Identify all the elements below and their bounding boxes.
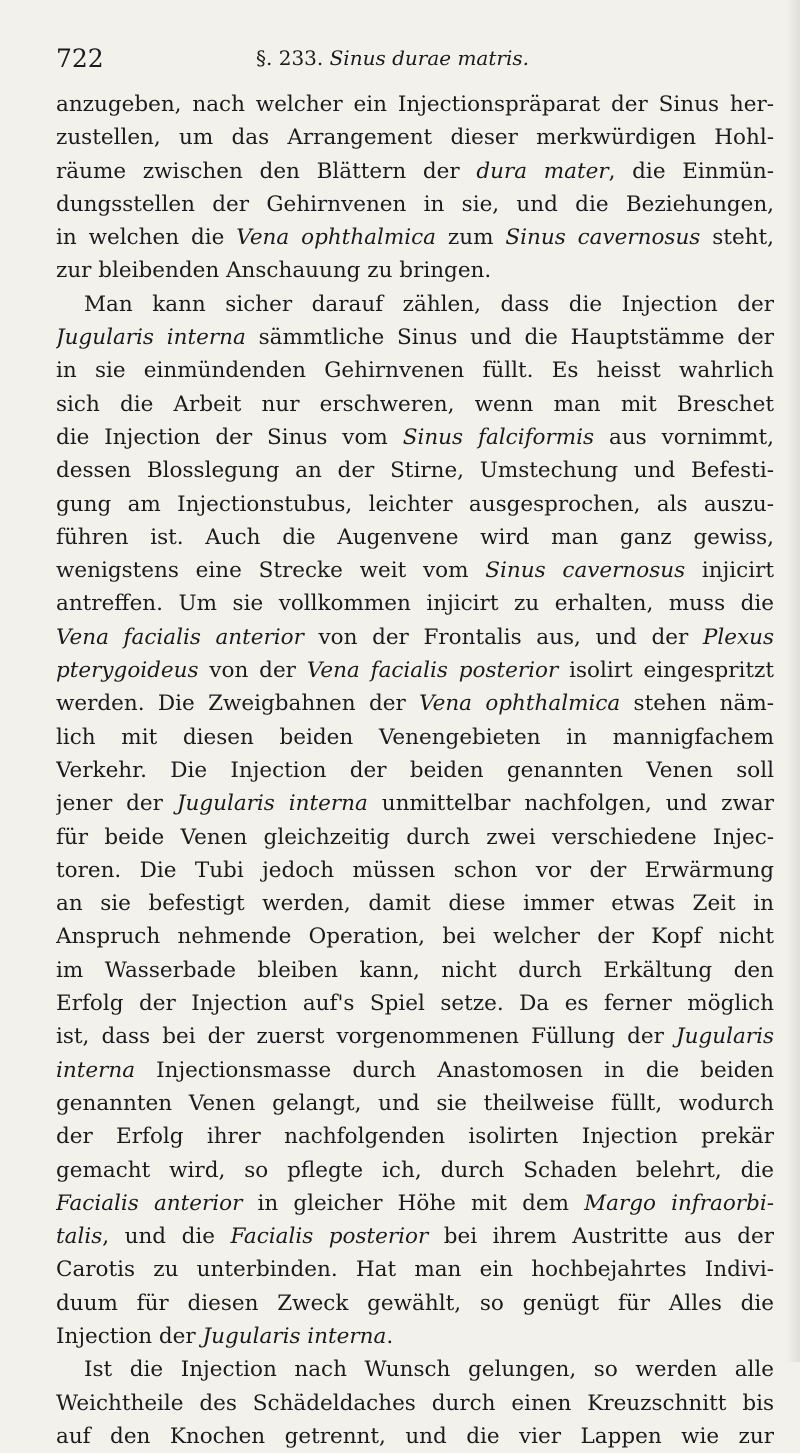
italic-term: Vena ophthalmica — [236, 225, 436, 251]
text-line — [56, 1087, 774, 1120]
text-line — [56, 987, 774, 1020]
section-number: §. 233. — [256, 46, 324, 70]
text-line — [56, 854, 774, 887]
text-segment: im Wasserbade bleiben kann, nicht durch Erkältung den — [56, 957, 774, 983]
page-header — [56, 44, 756, 74]
text-segment: sich die Arbeit nur erschweren, wenn man mit Breschet — [56, 391, 774, 417]
text-segment: Weichtheile des Schädeldaches durch einen Kreuzschnitt bis — [56, 1390, 774, 1416]
italic-term: interna — [56, 1057, 136, 1083]
text-segment: Carotis zu unterbinden. Hat man ein hochbejahrtes Indivi- — [56, 1257, 774, 1283]
text-line — [56, 821, 774, 854]
text-line — [56, 488, 774, 521]
text-segment: Verkehr. Die Injection der beiden genannten Venen soll — [56, 757, 774, 783]
text-segment: aus vornimmt, — [594, 424, 774, 450]
text-segment: von der — [198, 658, 307, 684]
text-line — [56, 887, 774, 920]
text-segment: injicirt — [685, 558, 774, 584]
italic-term: Jugularis interna — [202, 1323, 387, 1349]
text-segment: toren. Die Tubi jedoch müssen schon vor der Erwärmung — [56, 857, 774, 883]
text-line — [56, 88, 774, 121]
italic-term: Margo infraorbi- — [584, 1190, 774, 1216]
text-segment: in welchen die — [56, 225, 237, 251]
text-line — [56, 1387, 774, 1420]
text-line — [56, 221, 774, 254]
running-head — [256, 46, 529, 70]
text-line — [56, 1320, 774, 1353]
text-segment: wenigstens eine Strecke weit vom — [56, 558, 486, 584]
page-number: 722 — [56, 44, 104, 73]
text-line — [56, 188, 774, 221]
text-segment: in sie einmündenden Gehirnvenen füllt. Es heisst wahrlich — [56, 358, 774, 384]
text-line — [56, 1420, 774, 1453]
text-segment: unmittelbar nachfolgen, und zwar — [367, 791, 774, 817]
text-segment: auf den Knochen getrennt, und die vier Lappen wie zur — [56, 1423, 774, 1449]
text-segment: , die Einmün- — [608, 158, 774, 184]
text-segment: gung am Injectionstubus, leichter ausgesprochen, als auszu- — [56, 491, 774, 517]
text-line — [56, 654, 774, 687]
text-segment: Ist die Injection nach Wunsch gelungen, so werden alle — [84, 1357, 774, 1383]
text-segment: duum für diesen Zweck gewählt, so genügt für Alles die — [56, 1290, 774, 1316]
text-line — [56, 388, 774, 421]
text-line — [56, 521, 774, 554]
italic-term: Jugularis interna — [56, 325, 246, 351]
text-segment: Anspruch nehmende Operation, bei welcher der Kopf nicht — [56, 924, 774, 950]
text-segment: lich mit diesen beiden Venengebieten in mannigfachem — [56, 724, 774, 750]
text-line — [56, 687, 774, 720]
text-line — [56, 554, 774, 587]
text-line — [56, 1287, 774, 1320]
text-segment: an sie befestigt werden, damit diese immer etwas Zeit in — [56, 891, 774, 917]
text-segment: Injection der — [56, 1323, 203, 1349]
text-line — [56, 1253, 774, 1286]
text-segment: die Injection der Sinus vom — [56, 424, 403, 450]
italic-term: Vena facialis posterior — [306, 658, 559, 684]
text-line — [56, 121, 774, 154]
text-line — [56, 1120, 774, 1153]
text-segment: zustellen, um das Arrangement dieser merkwürdigen Hohl- — [56, 125, 774, 151]
text-segment: isolirt eingespritzt — [558, 658, 774, 684]
text-line — [56, 1054, 774, 1087]
italic-term: talis — [56, 1224, 103, 1250]
italic-term: Facialis posterior — [230, 1224, 429, 1250]
text-line — [56, 954, 774, 987]
text-segment: der Erfolg ihrer nachfolgenden isolirten Injection prekär — [56, 1124, 774, 1150]
text-segment: , und die — [102, 1224, 231, 1250]
text-segment: genannten Venen gelangt, und sie theilweise füllt, wodurch — [56, 1090, 774, 1116]
text-line — [56, 421, 774, 454]
text-segment: stehen näm- — [620, 691, 774, 717]
italic-term: Facialis anterior — [56, 1190, 243, 1216]
italic-term: Sinus cavernosus — [485, 558, 686, 584]
text-line — [56, 621, 774, 654]
text-segment: anzugeben, nach welcher ein Injectionspräparat der Sinus her- — [56, 92, 774, 117]
text-line — [56, 354, 774, 387]
text-line — [56, 1187, 774, 1220]
text-line — [56, 1020, 774, 1053]
italic-term: Vena ophthalmica — [419, 691, 621, 717]
text-segment: zum — [436, 225, 506, 251]
text-line — [56, 454, 774, 487]
text-line — [56, 587, 774, 620]
text-line — [56, 288, 774, 321]
text-segment: von der Frontalis aus, und der — [303, 624, 703, 650]
text-segment: jener der — [56, 791, 177, 817]
text-line — [56, 1154, 774, 1187]
text-segment: Erfolg der Injection auf's Spiel setze. Da es ferner möglich — [56, 991, 774, 1017]
text-segment: in gleicher Höhe mit dem — [242, 1190, 585, 1216]
text-segment: Injectionsmasse durch Anastomosen in die beiden — [135, 1057, 774, 1083]
text-segment: führen ist. Auch die Augenvene wird man ganz gewiss, — [56, 524, 774, 550]
text-segment: antreffen. Um sie vollkommen injicirt zu erhalten, muss die — [56, 591, 774, 617]
page-edge-shadow — [786, 0, 800, 1362]
text-segment: bei ihrem Austritte aus der — [428, 1224, 774, 1250]
italic-term: pterygoideus — [56, 658, 199, 684]
text-segment: . — [386, 1323, 394, 1349]
italic-term: Sinus falciformis — [402, 424, 595, 450]
text-segment: werden. Die Zweigbahnen der — [56, 691, 420, 717]
section-title: Sinus durae matris. — [329, 46, 529, 70]
italic-term: Plexus — [702, 624, 774, 650]
text-line — [56, 754, 774, 787]
text-line — [56, 1353, 774, 1386]
text-segment: dessen Blosslegung an der Stirne, Umstechung und Befesti- — [56, 458, 774, 484]
text-segment: sämmtliche Sinus und die Hauptstämme der — [245, 325, 774, 351]
italic-term: Jugularis interna — [176, 791, 368, 817]
italic-term: Sinus cavernosus — [505, 225, 701, 251]
text-line — [56, 787, 774, 820]
text-segment: steht, — [700, 225, 774, 251]
italic-term: dura mater — [476, 158, 609, 184]
text-segment: dungsstellen der Gehirnvenen in sie, und die Beziehungen, — [56, 191, 774, 217]
text-line — [56, 920, 774, 953]
text-segment: für beide Venen gleichzeitig durch zwei verschiedene Injec- — [56, 824, 774, 850]
text-line — [56, 155, 774, 188]
text-segment: zur bleibenden Anschauung zu bringen. — [56, 258, 492, 284]
text-line — [56, 321, 774, 354]
text-line — [56, 1220, 774, 1253]
italic-term: Vena facialis anterior — [56, 624, 304, 650]
text-line — [56, 254, 774, 287]
body-text — [56, 88, 774, 1453]
text-segment: ist, dass bei der zuerst vorgenommenen Füllung der — [56, 1024, 677, 1050]
text-line — [56, 721, 774, 754]
text-segment: räume zwischen den Blättern der — [56, 158, 477, 184]
italic-term: Jugularis — [676, 1024, 774, 1050]
text-segment: gemacht wird, so pflegte ich, durch Schaden belehrt, die — [56, 1157, 774, 1183]
text-segment: Man kann sicher darauf zählen, dass die Injection der — [84, 291, 774, 317]
